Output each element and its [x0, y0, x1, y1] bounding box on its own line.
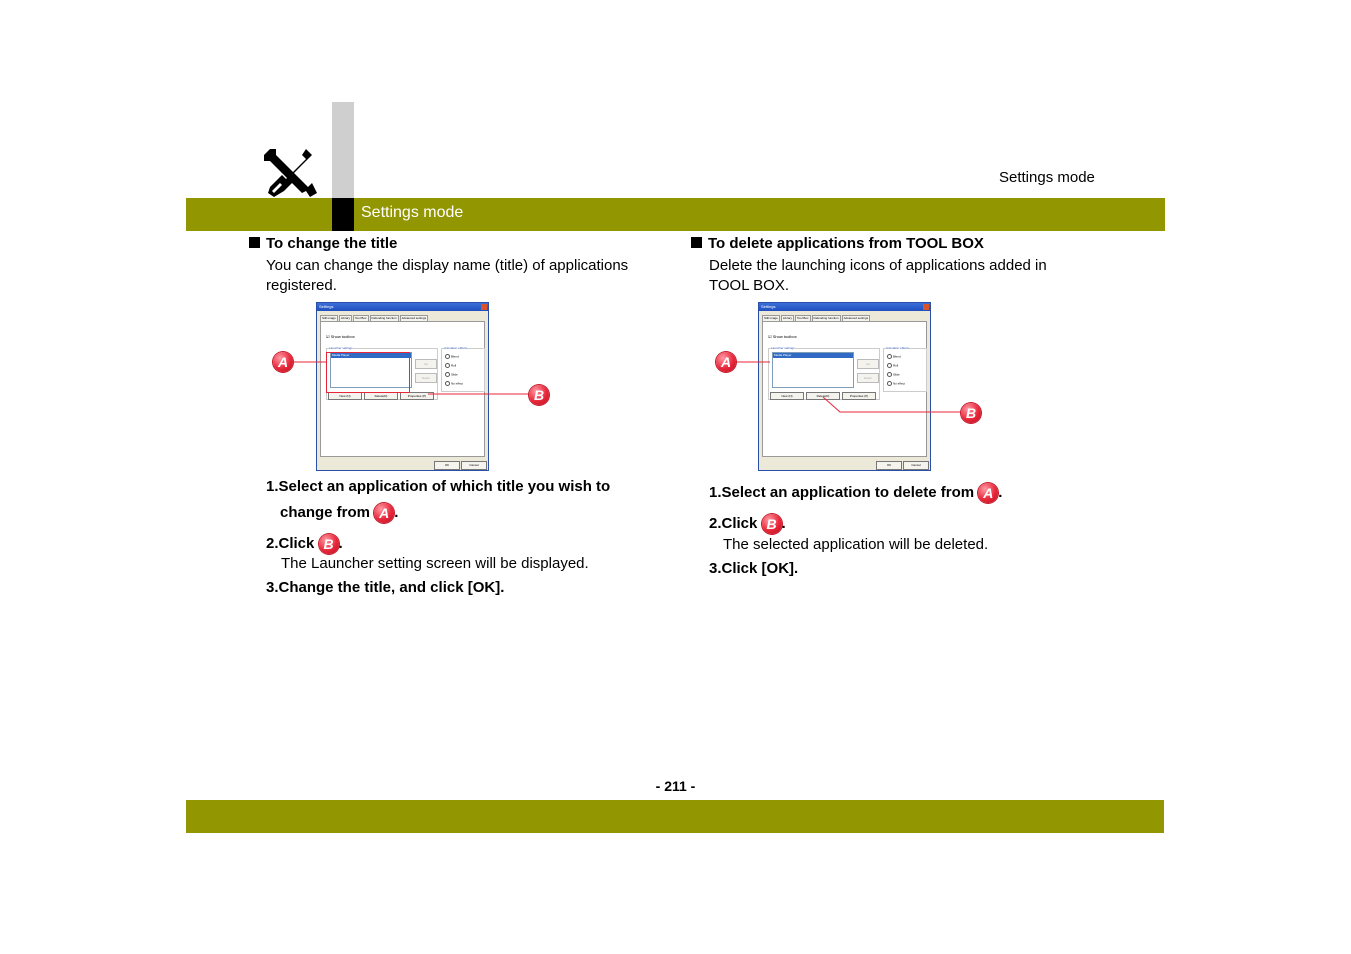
- tab-advanced-settings: Advanced settings: [401, 316, 427, 320]
- left-step-2-text: 2.Click: [266, 535, 315, 552]
- right-heading-text: To delete applications from TOOL BOX: [708, 235, 984, 252]
- delete-button: Delete(D): [806, 392, 840, 400]
- right-settings-dialog: [758, 302, 931, 471]
- right-step-2-text: 2.Click: [709, 515, 758, 532]
- highlight-box-a: [326, 352, 410, 393]
- launcher-list: [772, 352, 854, 388]
- tab-tool-box: Tool Box: [797, 316, 809, 320]
- period: .: [338, 535, 343, 552]
- tools-icon: [262, 147, 318, 199]
- effect-blend: Blend: [893, 354, 901, 359]
- effect-roll: Roll: [451, 363, 457, 368]
- right-step-1: [709, 483, 1002, 503]
- left-step-1-line2: [280, 503, 398, 523]
- period: .: [394, 504, 399, 521]
- running-title: Settings mode: [999, 169, 1095, 186]
- marker-b-left: B: [529, 385, 549, 405]
- tab-still-image: Still image: [764, 316, 778, 320]
- tab-defending-function: Defending function: [813, 316, 839, 320]
- cancel-button: Cancel: [461, 461, 487, 470]
- up-button: Up: [415, 359, 437, 369]
- effects-group: [441, 348, 485, 392]
- effect-none: No effect: [451, 381, 463, 386]
- tab-library: Library: [340, 316, 351, 320]
- ok-button: OK: [434, 461, 460, 470]
- down-button: Down: [857, 373, 879, 383]
- right-step-3: 3.Click [OK].: [709, 560, 799, 577]
- effect-roll: Roll: [893, 363, 899, 368]
- delete-button: Delete(D): [364, 392, 398, 400]
- right-step-1-text: 1.Select an application to delete from: [709, 484, 975, 501]
- show-toolbox-checkbox: ☑ Show toolbox: [768, 334, 797, 339]
- left-heading: [249, 235, 397, 253]
- properties-button: Properties (P): [842, 392, 876, 400]
- tab-advanced-settings: Advanced settings: [843, 316, 869, 320]
- page-number: - 211 -: [655, 778, 696, 794]
- tab-defending-function: Defending function: [371, 316, 397, 320]
- show-toolbox-label: Show toolbox: [330, 334, 355, 339]
- marker-a-right: A: [716, 352, 736, 372]
- dialog-titlebar: [317, 303, 488, 311]
- cancel-button: Cancel: [903, 461, 929, 470]
- marker-a-inline: A: [978, 483, 998, 503]
- footer-band: [186, 800, 1164, 833]
- left-step-3: 3.Change the title, and click [OK].: [266, 579, 505, 596]
- marker-a-left: A: [273, 352, 293, 372]
- marker-a-inline: A: [374, 503, 394, 523]
- effect-slide: Slide: [451, 372, 458, 377]
- period: .: [781, 515, 786, 532]
- launcher-group-label: Launcher settings: [771, 346, 795, 350]
- section-title: Settings mode: [361, 204, 464, 221]
- left-step-2-note: The Launcher setting screen will be displayed.: [281, 555, 589, 572]
- left-step-2: [266, 534, 343, 554]
- period: .: [998, 484, 1003, 501]
- list-item: Media Player: [773, 353, 853, 358]
- list-item: Media Player: [331, 353, 411, 358]
- new-button: New (N): [328, 392, 362, 400]
- right-heading: [691, 235, 984, 253]
- effects-group: [883, 348, 927, 392]
- marker-b-inline: B: [762, 514, 782, 534]
- effect-none: No effect: [893, 381, 905, 386]
- dialog-title: Settings: [761, 304, 776, 309]
- show-toolbox-checkbox: ☑ Show toolbox: [326, 334, 355, 339]
- header-black-tab: [332, 198, 354, 231]
- left-step-1-line1: 1.Select an application of which title you wish to: [266, 478, 611, 495]
- marker-b-right: B: [961, 403, 981, 423]
- left-description: You can change the display name (title) of applications registered.: [266, 257, 629, 294]
- down-button: Down: [415, 373, 437, 383]
- dialog-titlebar: [759, 303, 930, 311]
- right-step-2-note: The selected application will be deleted.: [723, 536, 989, 553]
- tab-library: Library: [782, 316, 793, 320]
- effect-slide: Slide: [893, 372, 900, 377]
- tab-still-image: Still image: [322, 316, 336, 320]
- right-step-2: [709, 514, 786, 534]
- tab-tool-box: Tool Box: [355, 316, 367, 320]
- dialog-title: Settings: [319, 304, 334, 309]
- launcher-group-label: Launcher settings: [329, 346, 353, 350]
- header-gray-tab: [332, 102, 354, 198]
- close-icon: [923, 304, 929, 310]
- right-description: Delete the launching icons of applications added in TOOL BOX.: [709, 257, 1047, 294]
- ok-button: OK: [876, 461, 902, 470]
- effects-group-label: Animation effects: [444, 346, 467, 350]
- left-heading-text: To change the title: [266, 235, 398, 252]
- properties-button: Properties (P): [400, 392, 434, 400]
- left-step-1-text: change from: [280, 504, 371, 521]
- show-toolbox-label: Show toolbox: [772, 334, 797, 339]
- bullet-square: [691, 237, 702, 248]
- new-button: New (N): [770, 392, 804, 400]
- effect-blend: Blend: [451, 354, 459, 359]
- marker-b-inline: B: [319, 534, 339, 554]
- up-button: Up: [857, 359, 879, 369]
- close-icon: [481, 304, 487, 310]
- bullet-square: [249, 237, 260, 248]
- effects-group-label: Animation effects: [886, 346, 909, 350]
